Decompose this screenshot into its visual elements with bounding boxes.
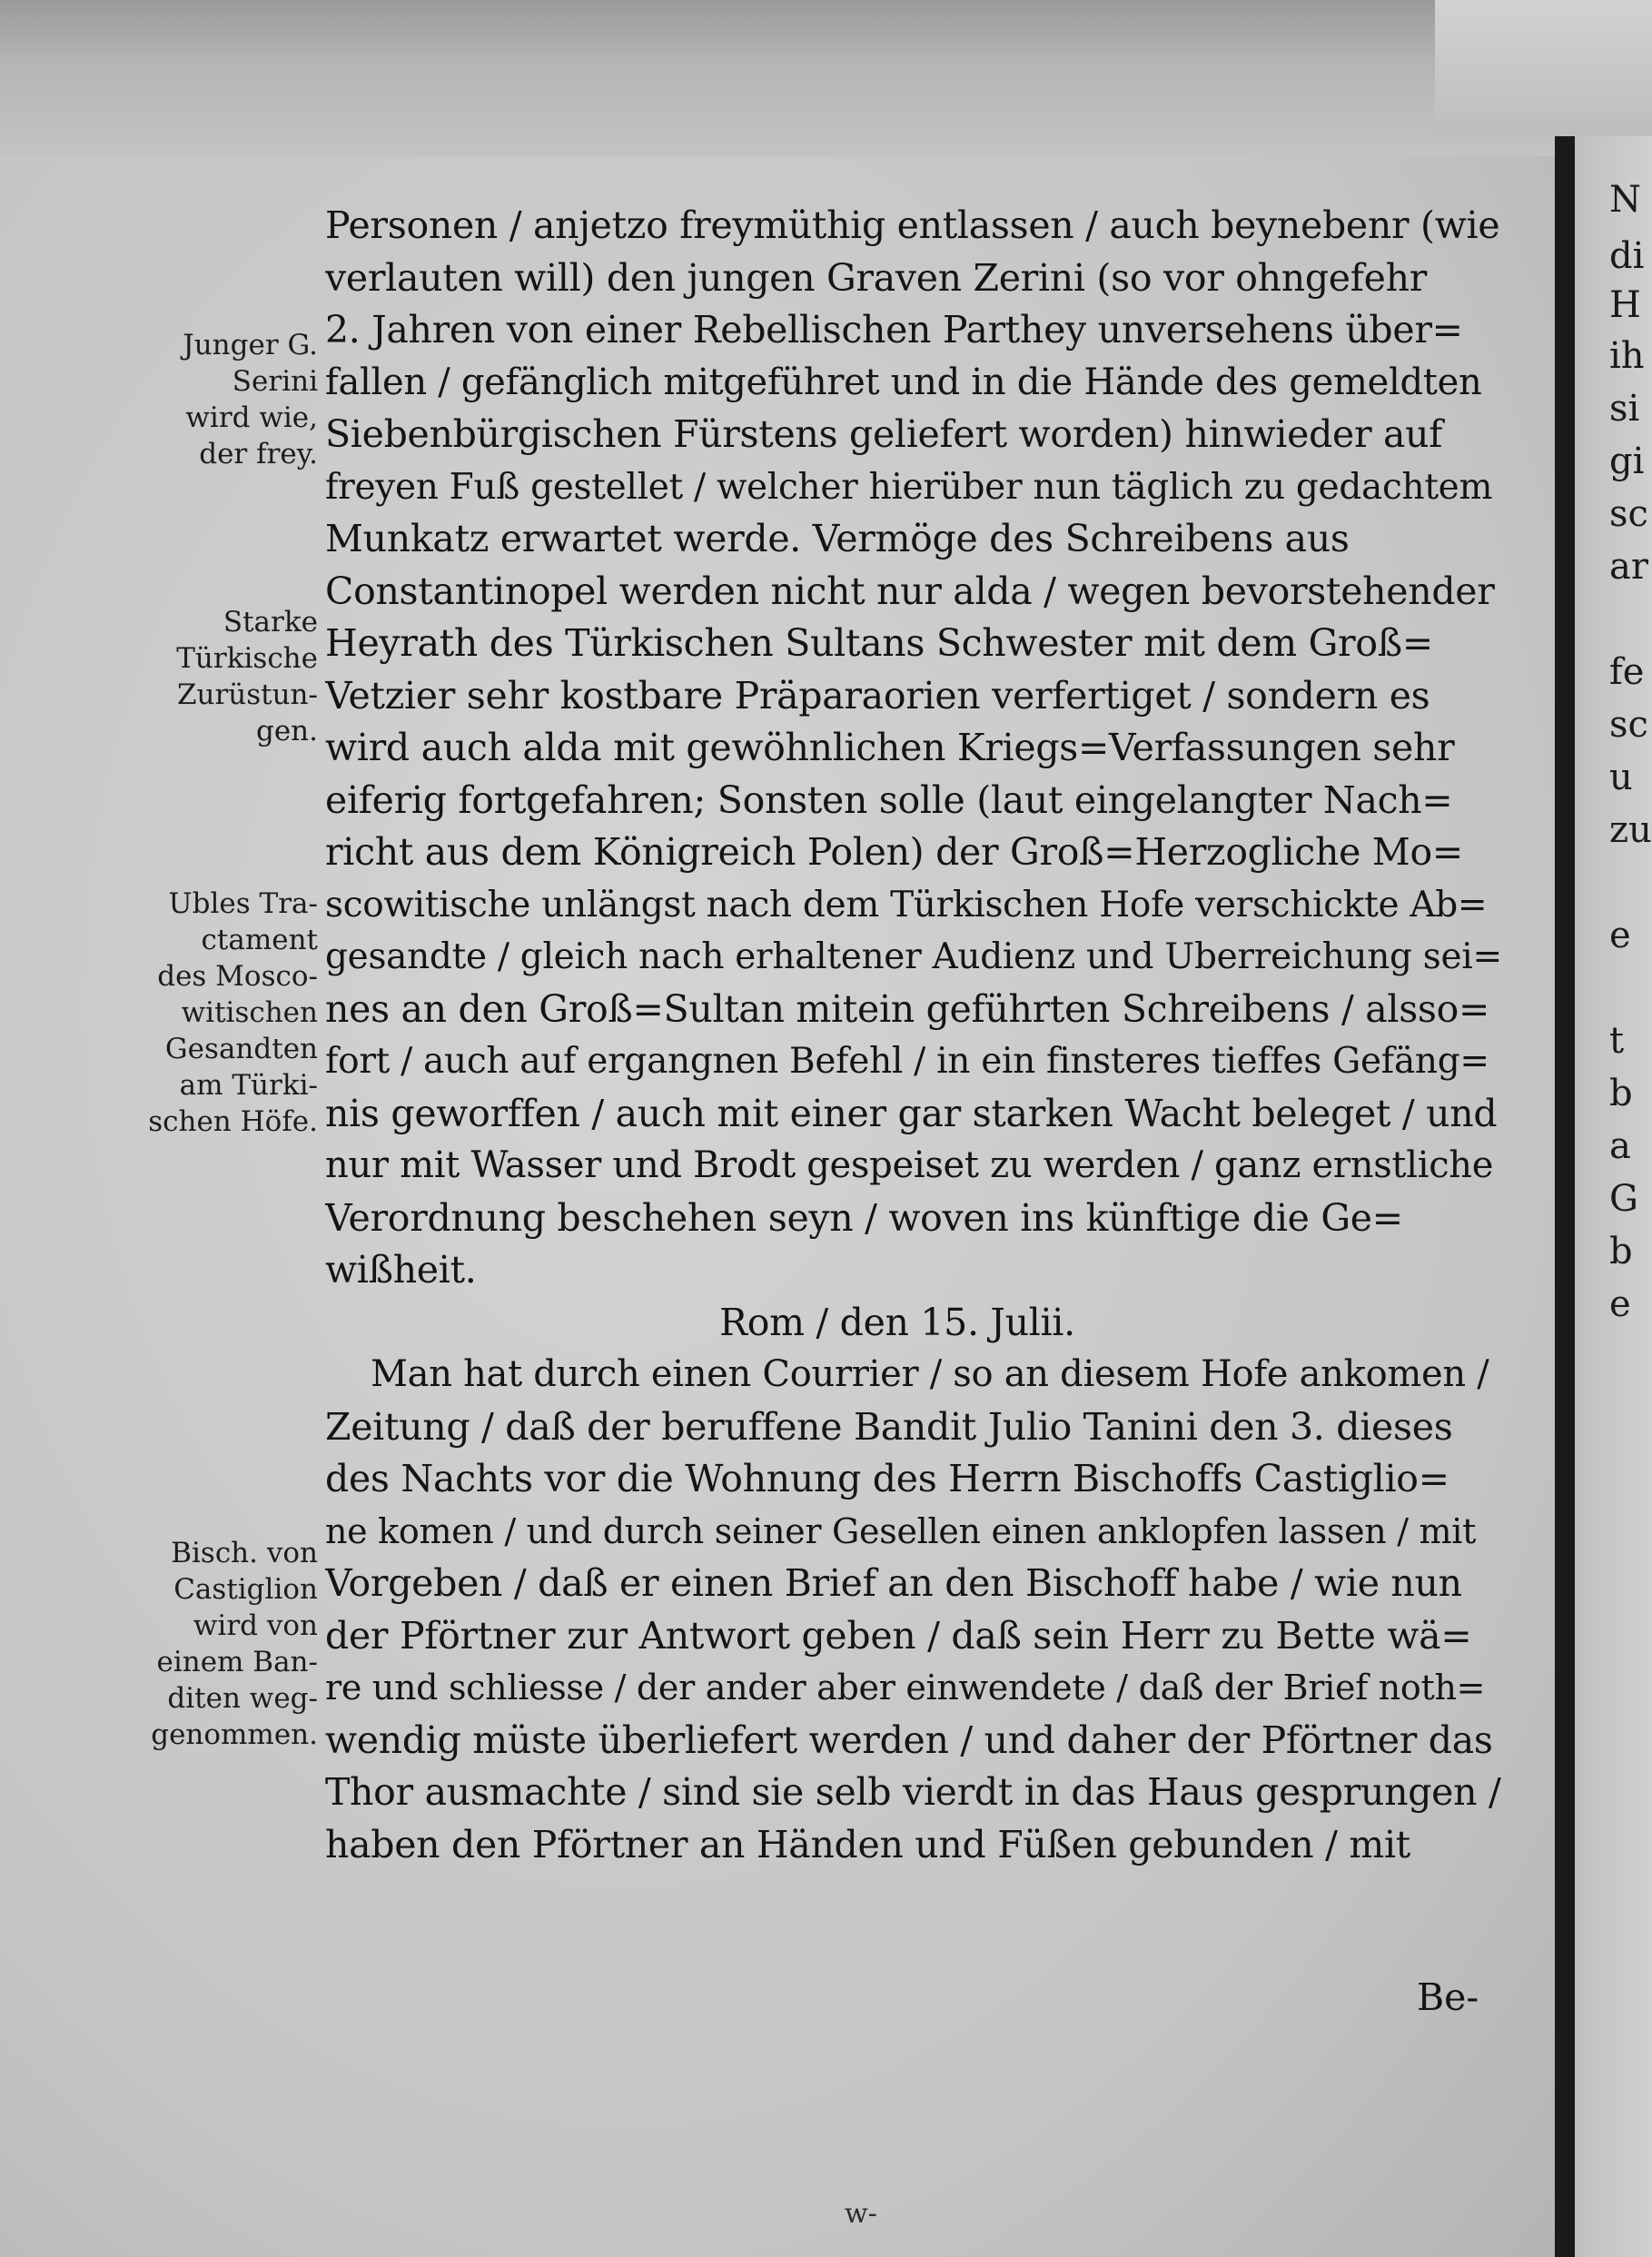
text-line: fort / auch auf ergangnen Befehl / in ein finsteres tieffes Gefäng=: [325, 1041, 1489, 1082]
text-line: Verordnung beschehen seyn / woven ins künftige die Ge=: [325, 1195, 1403, 1240]
text-line: gesandte / gleich nach erhaltener Audienz und Uberreichung sei=: [325, 936, 1502, 977]
text-line: des Nachts vor die Wohnung des Herrn Bischoffs Castiglio=: [325, 1457, 1449, 1500]
margin-note-line: gen.: [255, 715, 318, 747]
margin-note-turkish-preparations: [127, 604, 318, 749]
text-line: wird auch alda mit gewöhnlichen Kriegs=Verfassungen sehr: [325, 726, 1455, 769]
book-gutter: [1555, 136, 1575, 2257]
text-line: eiferig fortgefahren; Sonsten solle (laut eingelangter Nach=: [325, 777, 1453, 822]
margin-note-line: Bisch. von: [171, 1537, 318, 1569]
text-line: Munkatz erwartet werde. Vermöge des Schreibens aus: [325, 517, 1350, 560]
top-scan-border: [0, 0, 1652, 162]
adjacent-page-fragment: b: [1609, 1073, 1633, 1114]
top-right-scan-border: [1435, 0, 1652, 136]
margin-note-line: am Türki-: [179, 1069, 318, 1102]
adjacent-page-fragment: si: [1609, 388, 1640, 430]
adjacent-page-fragment: gi: [1609, 441, 1645, 482]
text-line: wendig müste überliefert werden / und daher der Pförtner das: [325, 1717, 1493, 1762]
adjacent-page-fragment: di: [1609, 235, 1645, 277]
margin-note-line: des Mosco-: [157, 960, 318, 993]
margin-note-line: Castiglion: [173, 1573, 318, 1606]
text-line: Thor ausmachte / sind sie selb vierdt in das Haus gesprungen /: [325, 1770, 1501, 1814]
text-line: Siebenbürgischen Fürstens geliefert worden) hinwieder auf: [325, 412, 1443, 456]
margin-note-line: wird wie,: [185, 401, 318, 434]
margin-note-line: Gesandten: [164, 1033, 318, 1065]
adjacent-page-fragment: ar: [1609, 546, 1648, 588]
page-mark: w-: [845, 2198, 877, 2230]
margin-note-line: Zurüstun-: [176, 678, 318, 711]
text-line: Constantinopel werden nicht nur alda / wegen bevorstehender: [325, 569, 1495, 613]
margin-note-serini: [127, 327, 318, 472]
adjacent-page-fragment: a: [1609, 1125, 1631, 1167]
text-line: scowitische unlängst nach dem Türkischen Hofe verschickte Ab=: [325, 884, 1488, 926]
text-line: nur mit Wasser und Brodt gespeiset zu werden / ganz ernstliche: [325, 1144, 1494, 1186]
margin-note-line: Türkische: [176, 642, 318, 675]
text-line: verlauten will) den jungen Graven Zerini (so vor ohngefehr: [325, 255, 1428, 300]
adjacent-page-fragment: t: [1609, 1020, 1625, 1062]
text-line: re und schliesse / der ander aber einwendete / daß der Brief noth=: [325, 1668, 1486, 1708]
body-text: [325, 200, 1506, 1871]
margin-note-line: einem Ban-: [156, 1646, 318, 1678]
margin-note-line: Junger G.: [183, 329, 318, 361]
text-line: Zeitung / daß der beruffene Bandit Julio Tanini den 3. dieses: [325, 1404, 1453, 1449]
text-line: nes an den Groß=Sultan mitein geführten Schreibens / alsso=: [325, 986, 1490, 1031]
adjacent-page-fragment: N: [1609, 179, 1641, 221]
text-line: Heyrath des Türkischen Sultans Schwester mit dem Groß=: [325, 621, 1433, 665]
margin-note-bishop-castiglion: [127, 1535, 318, 1753]
adjacent-page-fragment: sc: [1609, 493, 1648, 535]
dateline-heading: Rom / den 15. Julii.: [719, 1300, 1075, 1344]
adjacent-page-fragment: G: [1609, 1178, 1638, 1220]
text-line: Personen / anjetzo freymüthig entlassen / auch beynebenr (wie: [325, 203, 1500, 247]
text-line: haben den Pförtner an Händen und Füßen gebunden / mit: [325, 1822, 1410, 1866]
margin-note-muscovite-envoy: [127, 886, 318, 1140]
margin-note-line: genommen.: [151, 1718, 318, 1751]
adjacent-page-fragment: b: [1609, 1231, 1633, 1272]
text-line: 2. Jahren von einer Rebellischen Parthey unversehens über=: [325, 308, 1463, 351]
margin-note-line: der frey.: [199, 438, 318, 470]
adjacent-page-fragment: H: [1609, 284, 1641, 326]
text-line: Man hat durch einen Courrier / so an diesem Hofe ankomen /: [371, 1353, 1489, 1395]
margin-note-line: ctament: [201, 924, 318, 956]
margin-note-line: Ubles Tra-: [168, 887, 318, 920]
adjacent-page-fragment: zu: [1609, 809, 1652, 851]
text-line: freyen Fuß gestellet / welcher hierüber nun täglich zu gedachtem: [325, 466, 1493, 508]
adjacent-page-fragment: fe: [1609, 651, 1645, 693]
text-line: Vorgeben / daß er einen Brief an den Bischoff habe / wie nun: [325, 1561, 1462, 1605]
text-line: richt aus dem Königreich Polen) der Groß=Herzogliche Mo=: [325, 830, 1463, 874]
margin-note-line: wird von: [193, 1609, 318, 1642]
text-line: wißheit.: [325, 1248, 477, 1292]
text-line: Vetzier sehr kostbare Präparaorien verfertiget / sondern es: [325, 673, 1430, 718]
text-line: der Pförtner zur Antwort geben / daß sein Herr zu Bette wä=: [325, 1613, 1472, 1658]
text-line: ne komen / und durch seiner Gesellen einen anklopfen lassen / mit: [325, 1510, 1477, 1551]
text-line: nis geworffen / auch mit einer gar starken Wacht beleget / und: [325, 1091, 1498, 1135]
catchword: Be-: [1417, 1975, 1479, 2019]
adjacent-page-fragment: e: [1609, 915, 1631, 956]
margin-note-line: schen Höfe.: [148, 1105, 318, 1138]
adjacent-page-fragment: u: [1609, 757, 1633, 798]
text-line: fallen / gefänglich mitgeführet und in die Hände des gemeldten: [325, 361, 1482, 403]
margin-note-line: diten weg-: [167, 1682, 318, 1715]
margin-note-line: Starke: [223, 606, 318, 638]
margin-note-line: witischen: [181, 996, 318, 1029]
bleed-through-smudge: [127, 1308, 327, 1490]
adjacent-page-fragment: ih: [1609, 335, 1645, 377]
adjacent-page-fragment: e: [1609, 1283, 1631, 1325]
adjacent-page-fragment: sc: [1609, 704, 1648, 746]
margin-note-line: Serini: [232, 365, 318, 398]
